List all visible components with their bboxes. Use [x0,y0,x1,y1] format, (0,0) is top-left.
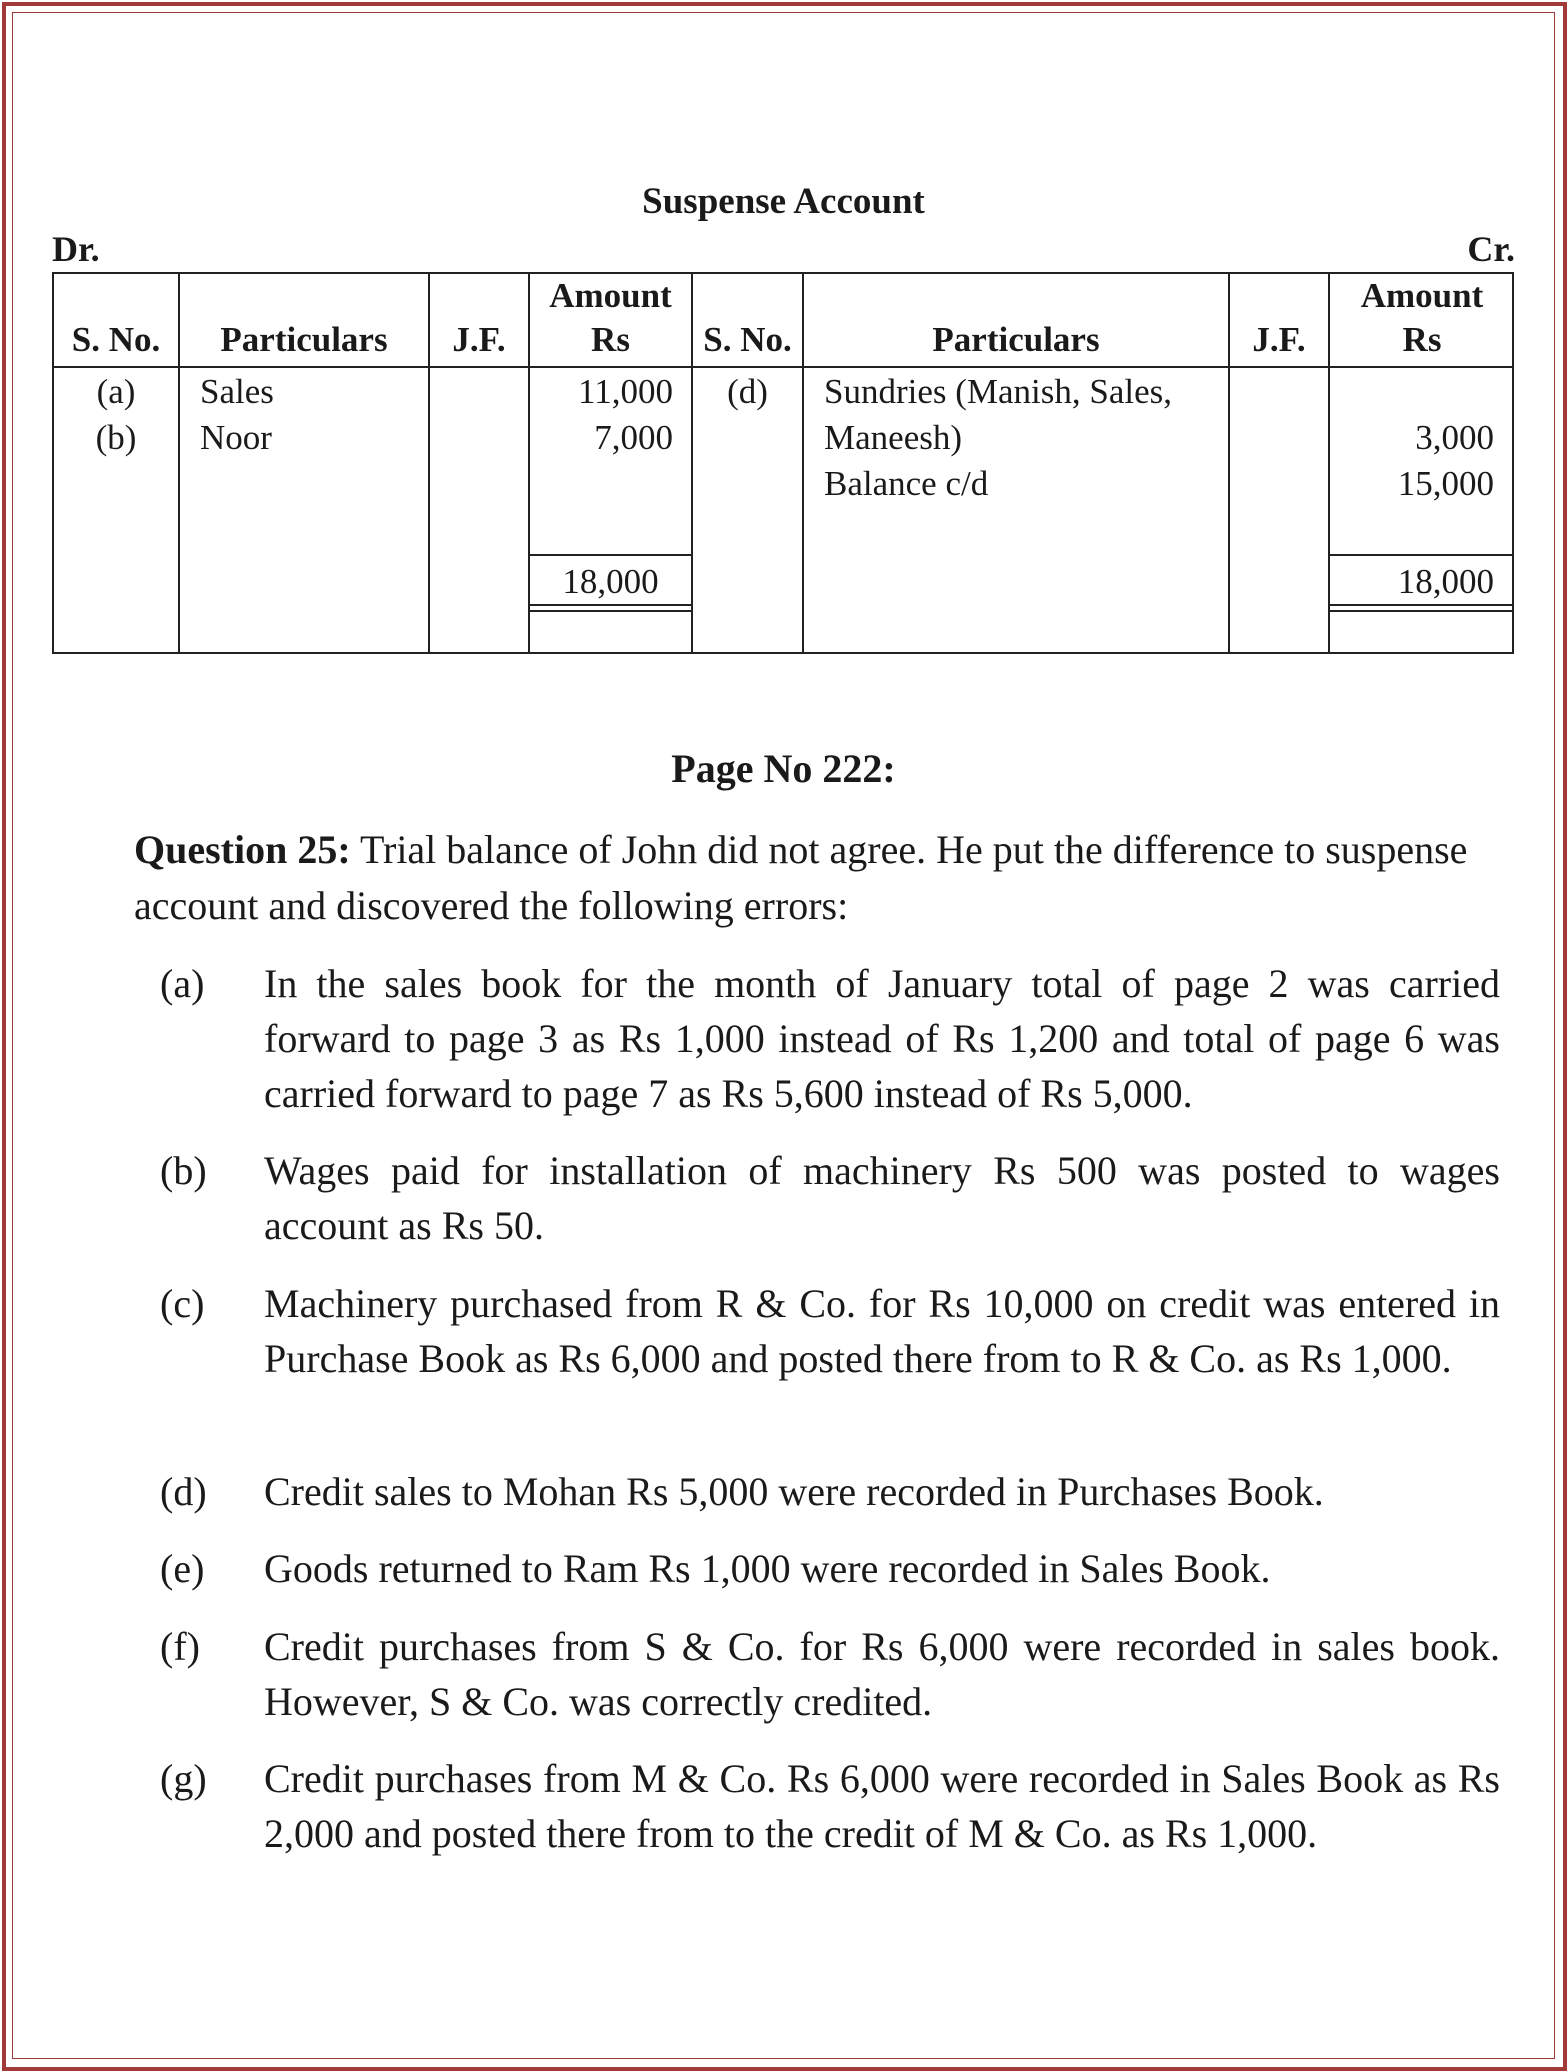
credit-particulars: Sundries (Manish, Sales, [824,372,1173,411]
error-text: Machinery purchased from R & Co. for Rs 10,000 on credit was entered in Purchase Book as Rs 6,000 and posted there from to R & Co. as Rs 1,000. [264,1281,1500,1381]
header-amount-debit: Amount [549,276,672,315]
error-label: (e) [160,1546,205,1591]
question-text [134,822,1500,934]
header-sno-debit: S. No. [71,320,161,359]
header-sno-credit: S. No. [703,320,792,359]
credit-particulars: Balance c/d [824,464,989,503]
header-amount-unit-credit: Rs [1402,320,1442,359]
error-label: (a) [160,961,205,1006]
debit-particulars: Noor [200,418,272,457]
error-label: (f) [160,1624,200,1669]
account-title: Suspense Account [642,181,925,222]
debit-sno: (b) [95,418,137,457]
error-text: Credit sales to Mohan Rs 5,000 were recorded in Purchases Book. [264,1469,1324,1514]
header-particulars-credit: Particulars [932,320,1100,359]
credit-amount: 15,000 [1397,464,1494,503]
header-particulars-debit: Particulars [220,320,388,359]
error-item [134,1541,1500,1596]
error-text: Credit purchases from S & Co. for Rs 6,000 were recorded in sales book. However, S & Co. was correctly credited. [264,1624,1500,1724]
credit-sno: (d) [727,372,768,411]
credit-particulars: Maneesh) [824,418,963,457]
page-heading: Page No 222: [671,746,896,791]
error-label: (d) [160,1469,207,1514]
debit-total: 18,000 [562,562,659,601]
suspense-ledger-table [52,272,1514,654]
error-item [134,1143,1500,1253]
error-item [134,956,1500,1121]
debit-amount: 11,000 [578,372,673,411]
header-amount-unit-debit: Rs [591,320,630,359]
credit-label: Cr. [1467,229,1515,269]
error-item [134,1619,1500,1729]
debit-particulars: Sales [200,372,274,411]
error-item [134,1751,1500,1861]
credit-total: 18,000 [1397,562,1494,601]
debit-amount: 7,000 [594,418,673,457]
header-amount-credit: Amount [1360,276,1484,315]
header-jf-debit: J.F. [452,320,506,359]
error-label: (b) [160,1148,207,1193]
debit-sno: (a) [96,372,136,411]
header-jf-credit: J.F. [1252,320,1306,359]
error-text: Goods returned to Ram Rs 1,000 were recorded in Sales Book. [264,1546,1271,1591]
error-item [134,1276,1500,1386]
error-text: Credit purchases from M & Co. Rs 6,000 were recorded in Sales Book as Rs 2,000 and posted there from to the credit of M & Co. as Rs 1,000. [264,1756,1500,1856]
error-label: (g) [160,1756,207,1801]
question-label: Question 25: [134,827,351,872]
error-label: (c) [160,1281,205,1326]
debit-label: Dr. [52,229,100,269]
question-body: Trial balance of John did not agree. He put the difference to suspense account and discovered the following errors: [134,827,1468,928]
error-text: Wages paid for installation of machinery Rs 500 was posted to wages account as Rs 50. [264,1148,1500,1248]
error-text: In the sales book for the month of January total of page 2 was carried forward to page 3 as Rs 1,000 instead of Rs 1,200 and total of page 6 was carried forward to page 7 as Rs 5,600 instead of Rs 5,000. [264,961,1500,1116]
error-item [134,1464,1500,1519]
credit-amount: 3,000 [1415,418,1494,457]
